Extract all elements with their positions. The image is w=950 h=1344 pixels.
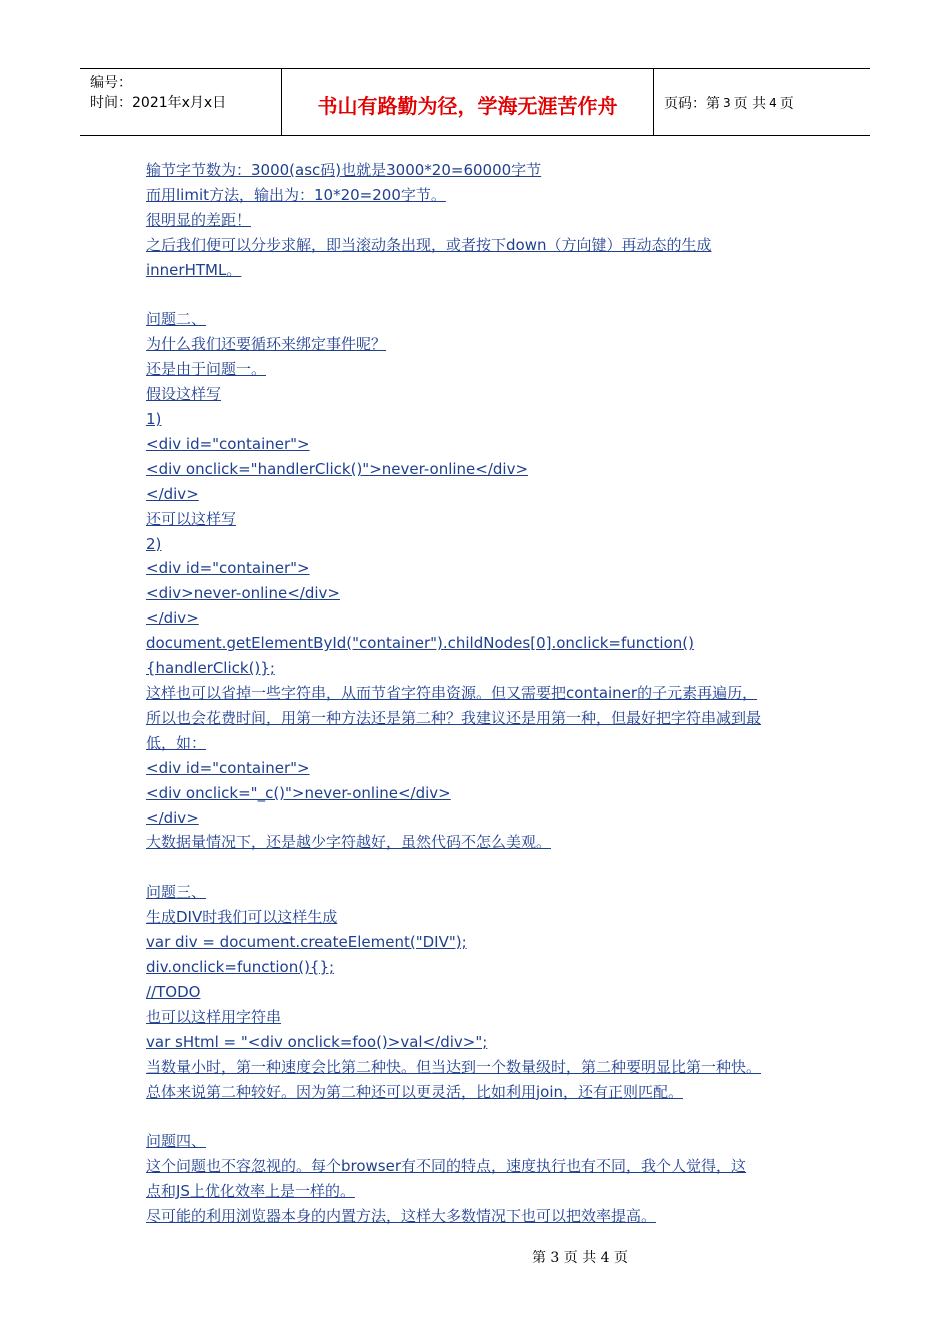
body-line-text: 总体来说第二种较好。因为第二种还可以更灵活，比如利用join，还有正则匹配。 xyxy=(146,1082,684,1101)
body-line xyxy=(146,233,816,258)
body-line xyxy=(146,955,816,980)
body-line-text: 输节字节数为：3000(asc码)也就是3000*20=60000字节 xyxy=(146,161,542,179)
body-line xyxy=(146,1129,816,1154)
body-line xyxy=(146,581,816,606)
body-line xyxy=(146,681,816,706)
body-line xyxy=(146,432,816,457)
body-line-text: 问题三、 xyxy=(146,883,207,902)
header-meta xyxy=(80,69,281,135)
document-body xyxy=(146,158,816,1229)
body-line-text: <div onclick="_c()">never-online</div> xyxy=(146,783,451,802)
body-line-text: 1) xyxy=(146,410,162,429)
body-line xyxy=(146,656,816,681)
body-line-text: 也可以这样用字符串 xyxy=(146,1007,282,1026)
body-line-text: <div id="container"> xyxy=(146,559,310,578)
body-line-text: 问题二、 xyxy=(146,310,207,329)
body-line xyxy=(146,706,816,731)
body-line xyxy=(146,307,816,332)
body-line xyxy=(146,532,816,557)
page-prefix: 页码：第 xyxy=(664,96,720,112)
body-line-text: 尽可能的利用浏览器本身的内置方法，这样大多数情况下也可以把效率提高。 xyxy=(146,1207,657,1226)
body-line-text: 之后我们便可以分步求解，即当滚动条出现，或者按下down（方向键）再动态的生成 xyxy=(146,235,712,254)
body-line-text: </div> xyxy=(146,808,199,827)
body-line xyxy=(146,631,816,656)
body-line xyxy=(146,507,816,532)
body-line-text: {handlerClick()}; xyxy=(146,659,275,678)
body-line-text: 问题四、 xyxy=(146,1132,207,1151)
body-line-text: //TODO xyxy=(146,982,201,1001)
page-current: 3 xyxy=(723,96,731,110)
blank-line xyxy=(146,283,816,308)
body-line xyxy=(146,407,816,432)
body-line-text: 大数据量情况下，还是越少字符越好，虽然代码不怎么美观。 xyxy=(146,833,552,852)
body-line xyxy=(146,880,816,905)
body-line-text: 当数量小时，第一种速度会比第二种快。但当达到一个数量级时，第二种要明显比第一种快。 xyxy=(146,1057,762,1076)
body-line-text: <div>never-online</div> xyxy=(146,584,340,603)
body-line-text: <div onclick="handlerClick()">never-online</div> xyxy=(146,459,529,478)
body-line-text: 还可以这样写 xyxy=(146,509,237,528)
body-line-text: 假设这样写 xyxy=(146,385,222,404)
body-line-text: var div = document.createElement("DIV"); xyxy=(146,933,467,952)
body-line-text: </div> xyxy=(146,484,199,503)
body-line-text: <div id="container"> xyxy=(146,434,310,453)
body-line-text: 而用limit方法，输出为：10*20=200字节。 xyxy=(146,185,446,204)
body-line-text: 所以也会花费时间，用第一种方法还是第二种？我建议还是用第一种，但最好把字符串减到最 xyxy=(146,708,762,727)
body-line-text: <div id="container"> xyxy=(146,758,310,777)
body-line-text: 生成DIV时我们可以这样生成 xyxy=(146,908,338,927)
page-total: 4 xyxy=(769,96,777,110)
body-line-text: document.getElementById("container").childNodes[0].onclick=function() xyxy=(146,634,694,653)
body-line-text: 这个问题也不容忽视的。每个browser有不同的特点，速度执行也有不同，我个人觉得，这 xyxy=(146,1157,747,1176)
body-line xyxy=(146,158,816,183)
body-line xyxy=(146,1154,816,1179)
body-line xyxy=(146,905,816,930)
body-line xyxy=(146,1080,816,1105)
body-line xyxy=(146,457,816,482)
body-line xyxy=(146,208,816,233)
body-line xyxy=(146,258,816,283)
body-line xyxy=(146,1204,816,1229)
body-line xyxy=(146,606,816,631)
body-line-text: 点和JS上优化效率上是一样的。 xyxy=(146,1182,355,1201)
body-line xyxy=(146,332,816,357)
body-line-text: var sHtml = "<div onclick=foo()>val</div>"; xyxy=(146,1032,488,1051)
body-line xyxy=(146,830,816,855)
body-line xyxy=(146,382,816,407)
body-line xyxy=(146,731,816,756)
body-line xyxy=(146,756,816,781)
page-mid: 页 共 xyxy=(733,96,767,112)
blank-line xyxy=(146,1104,816,1129)
body-line xyxy=(146,806,816,831)
body-line xyxy=(146,980,816,1005)
body-line-text: </div> xyxy=(146,609,199,628)
body-line-text: 为什么我们还要循环来绑定事件呢？ xyxy=(146,335,387,354)
body-line-text: 还是由于问题一。 xyxy=(146,360,267,379)
header-motto: 书山有路勤为径，学海无涯苦作舟 xyxy=(281,69,654,135)
body-line xyxy=(146,1179,816,1204)
body-line-text: 低，如： xyxy=(146,733,207,752)
body-line xyxy=(146,357,816,382)
body-line-text: div.onclick=function(){}; xyxy=(146,957,335,976)
body-line xyxy=(146,482,816,507)
body-line xyxy=(146,1030,816,1055)
body-line-text: innerHTML。 xyxy=(146,260,242,279)
body-line-text: 很明显的差距！ xyxy=(146,210,252,229)
body-line xyxy=(146,781,816,806)
body-line xyxy=(146,183,816,208)
body-line-text: 这样也可以省掉一些字符串，从而节省字符串资源。但又需要把container的子元素再遍历， xyxy=(146,684,758,703)
page-header xyxy=(80,68,870,136)
header-page-indicator xyxy=(654,69,870,135)
document-date: 时间：2021年x月x日 xyxy=(90,95,227,111)
document-number-label: 编号： xyxy=(90,75,132,91)
body-line xyxy=(146,930,816,955)
page-suffix: 页 xyxy=(779,96,794,112)
body-line-text: 2) xyxy=(146,534,162,553)
blank-line xyxy=(146,855,816,880)
body-line xyxy=(146,1055,816,1080)
body-line xyxy=(146,1005,816,1030)
body-line xyxy=(146,556,816,581)
page-footer: 第 3 页 共 4 页 xyxy=(531,1250,629,1266)
